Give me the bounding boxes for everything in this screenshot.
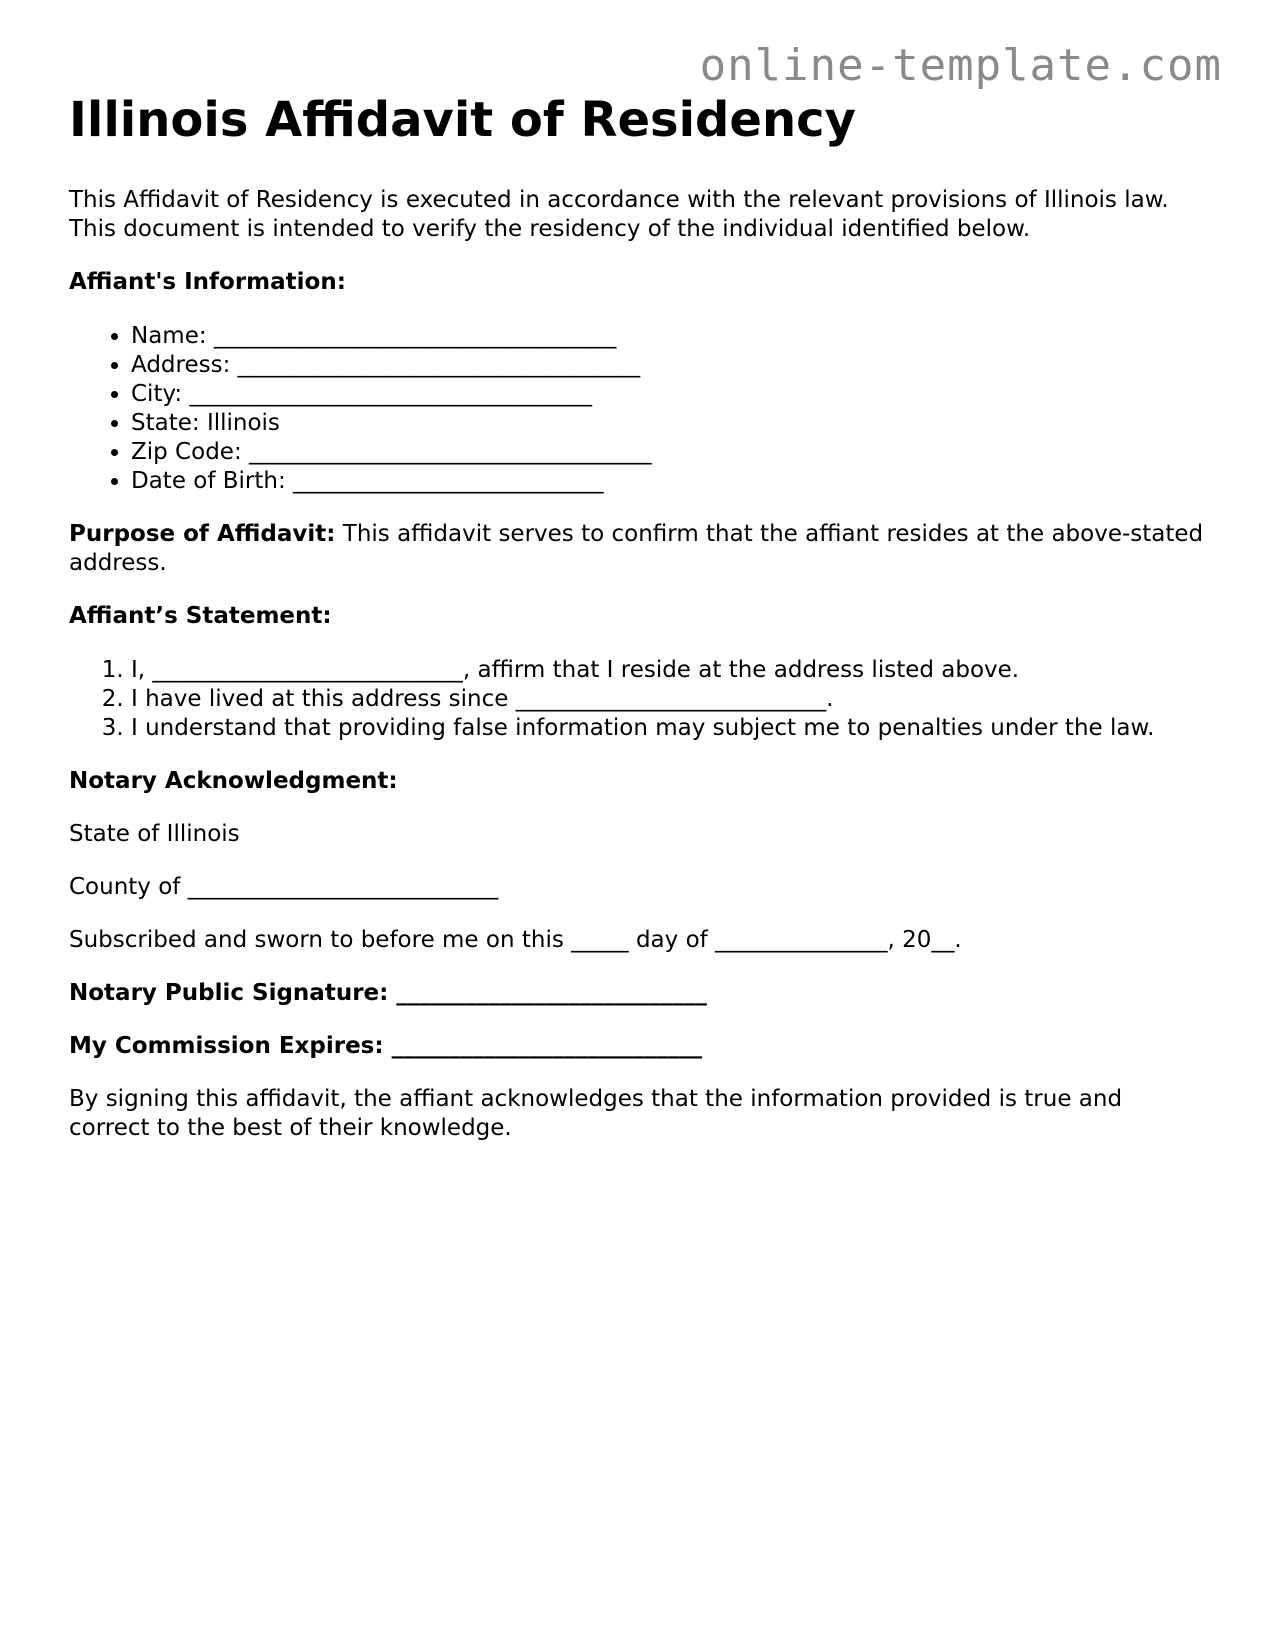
statement-item-penalties: 3. I understand that providing false information may subject me to penalties under the law. — [131, 714, 1209, 743]
commission-blank: ___________________________ — [383, 1033, 703, 1059]
statement-heading: Affiant’s Statement: — [69, 603, 332, 629]
commission-line — [69, 1032, 1209, 1061]
affiant-info-heading: Affiant's Information: — [69, 269, 346, 295]
statement-item-affirm: 1. I, ___________________________, affirm that I reside at the address listed above. — [131, 656, 1209, 685]
affiant-zip-field: • Zip Code: ___________________________________ — [131, 438, 1209, 467]
notary-signature-blank: ___________________________ — [388, 980, 707, 1006]
notary-sworn: Subscribed and sworn to before me on this _____ day of _______________, 20__. — [69, 927, 962, 953]
purpose-text: This affidavit serves to confirm that the affiant resides at the above-stated address. — [69, 521, 1204, 576]
statement-item-since: 2. I have lived at this address since ___________________________. — [131, 685, 1209, 714]
commission-label: My Commission Expires: — [69, 1033, 384, 1059]
affiant-dob-field: • Date of Birth: ___________________________ — [131, 467, 1209, 496]
affiant-info-list — [69, 322, 1209, 496]
affiant-address-field: • Address: ___________________________________ — [131, 351, 1209, 380]
document-page — [69, 88, 1209, 1143]
document-title: Illinois Affidavit of Residency — [69, 92, 856, 148]
notary-state: State of Illinois — [69, 821, 240, 847]
notary-signature-label: Notary Public Signature: — [69, 980, 389, 1006]
statement-list — [69, 656, 1209, 743]
purpose-paragraph — [69, 520, 1209, 578]
purpose-label: Purpose of Affidavit: — [69, 521, 336, 547]
affiant-name-field: • Name: ___________________________________ — [131, 322, 1209, 351]
affiant-state-field: • State: Illinois — [131, 409, 1209, 438]
notary-county: County of ___________________________ — [69, 874, 499, 900]
watermark: online-template.com — [699, 40, 1222, 91]
affiant-city-field: • City: ___________________________________ — [131, 380, 1209, 409]
closing-paragraph: By signing this affidavit, the affiant acknowledges that the information provided is true and correct to the best of their knowledge. — [69, 1086, 1123, 1141]
notary-signature-line — [69, 979, 1209, 1008]
notary-heading: Notary Acknowledgment: — [69, 768, 398, 794]
intro-paragraph: This Affidavit of Residency is executed in accordance with the relevant provisions of Illinois law. This document is intended to verify the residency of the individual identified below. — [69, 187, 1169, 242]
